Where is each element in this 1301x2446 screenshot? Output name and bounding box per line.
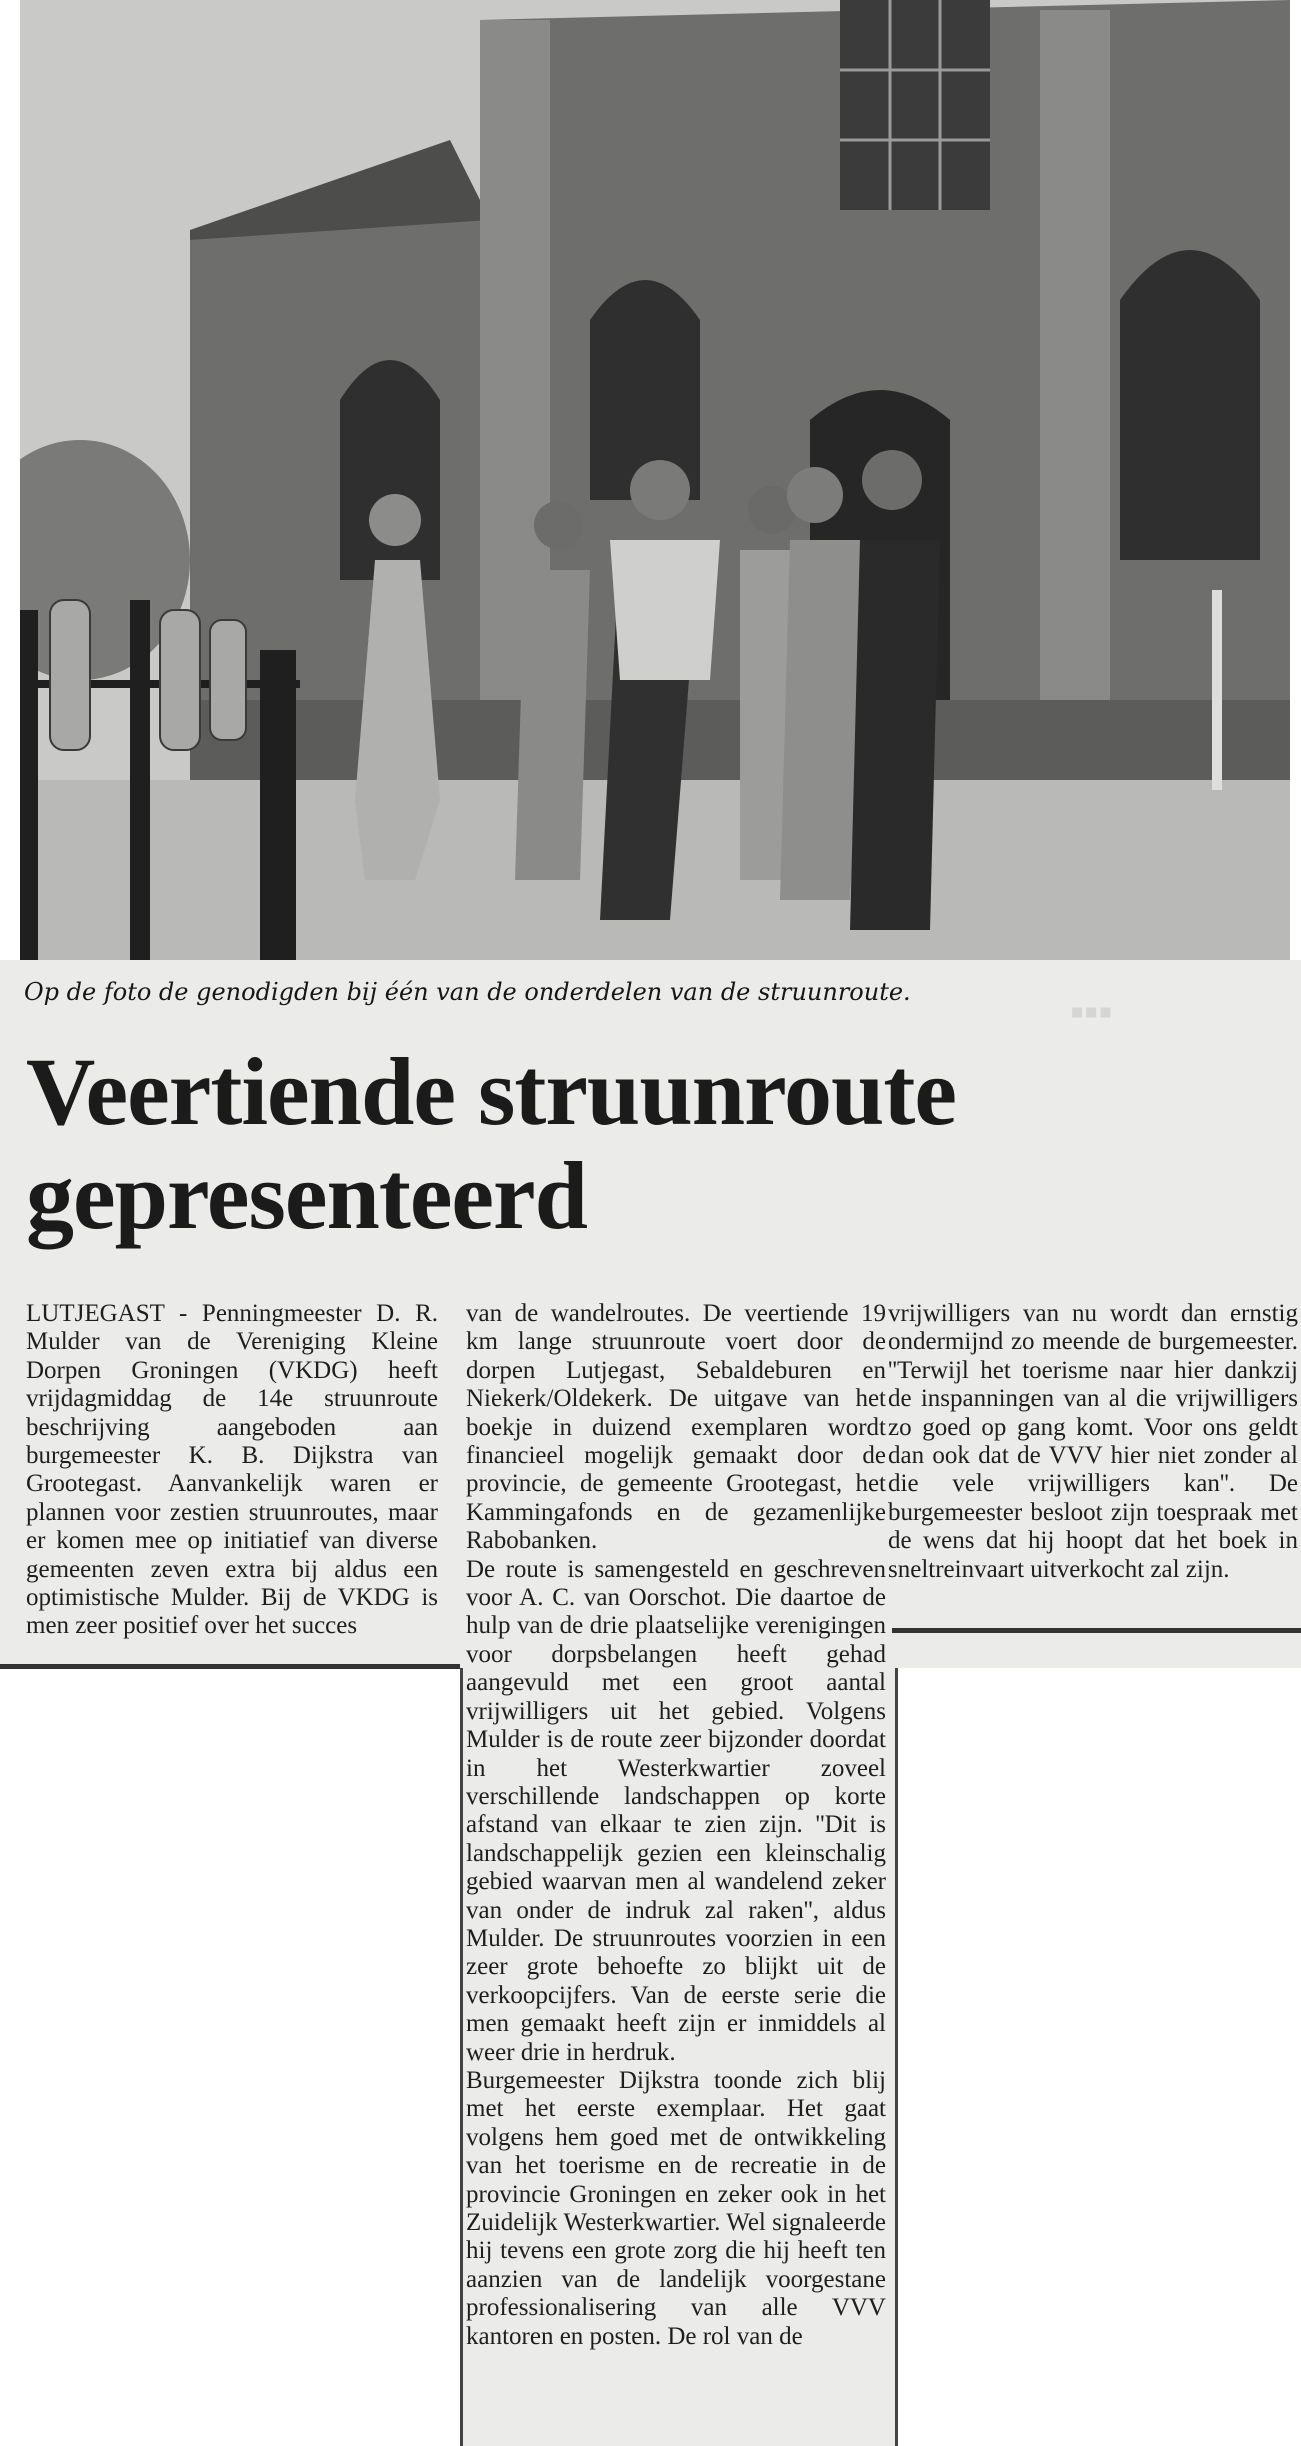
article-column-3 [888,1300,1298,1584]
church-photo-illustration [20,0,1290,960]
column-1-text: LUTJEGAST - Penningmeester D. R. Mulder van de Vereniging Kleine Dorpen Groningen (VKDG) heeft vrijdagmiddag de 14e struunroute beschrijving aangeboden aan burgemeester K. B. Dijkstra van Grootegast. Aanvankelijk waren er plannen voor zestien struunroutes, maar er komen mee op initiatief van diverse gemeenten zeven extra bij aldus een optimistische Mulder. Bij de VKDG is men zeer positief over het succes [26,1300,438,1640]
column-3-text: vrijwilligers van nu wordt dan ernstig ondermijnd zo meende de burgemeester. ''Terwijl het toerisme naar hier dankzij de inspanningen van al die vrijwilligers zo goed op gang komt. Voor ons geldt dan ook dat de VVV hier niet zonder al die vele vrijwilligers kan''. De burgemeester besloot zijn toespraak met de wens dat hij hoopt dat het boek in sneltreinvaart uitverkocht zal zijn. [888,1300,1298,1583]
column-2-paragraph-2: De route is samengesteld en geschreven voor A. C. van Oorschot. Die daartoe de hulp van de drie plaatselijke verenigingen voor dorpsbelangen heeft gehad aangevuld met een groot aantal vrijwilligers uit het gebied. Volgens Mulder is de route zeer bijzonder doordat in het Westerkwartier zoveel verschillende landschappen op korte afstand van elkaar te zien zijn. ''Dit is landschappelijk gezien een kleinschalig gebied waarvan men al wandelend zeker van onder de indruk zal raken'', aldus Mulder. De struunroutes voorzien in een zeer grote behoefte zo blijkt uit de verkoopcijfers. Van de eerste serie die men gemaakt heeft zijn er inmiddels al weer drie in herdruk. [466,1555,886,2066]
column-rule-right [892,1628,1301,1633]
headline-line-1: Veertiende struunroute [26,1038,956,1145]
bleed-through-text: ▪▪▪ [1070,990,1113,1034]
headline-line-2: gepresenteerd [26,1142,588,1249]
article-column-1 [26,1300,438,1641]
article-column-2 [466,1300,886,2351]
column-rule-left [0,1664,460,1669]
article-headline [26,1040,1126,1248]
photo-caption: Op de foto de genodigden bij één van de onderdelen van de struunroute. [24,978,911,1006]
column-2-paragraph-1: van de wandelroutes. De veertiende 19 km lange struunroute voert door de dorpen Lutjegast, Sebaldeburen en Niekerk/Oldekerk. De uitgave van het boekje in duizend exemplaren wordt financieel mogelijk gemaakt door de provincie, de gemeente Grootegast, het Kammingafonds en de gezamenlijke Rabobanken. [466,1300,886,1555]
article-photo [20,0,1290,960]
column-2-paragraph-3: Burgemeester Dijkstra toonde zich blij met het eerste exemplaar. Het gaat volgens hem goed met de ontwikkeling van het toerisme en de recreatie in de provincie Groningen en zeker ook in het Zuidelijk Westerkwartier. Wel signaleerde hij tevens een grote zorg die hij heeft ten aanzien van de landelijk voorgestane professionalisering van alle VVV kantoren en posten. De rol van de [466,2066,886,2350]
